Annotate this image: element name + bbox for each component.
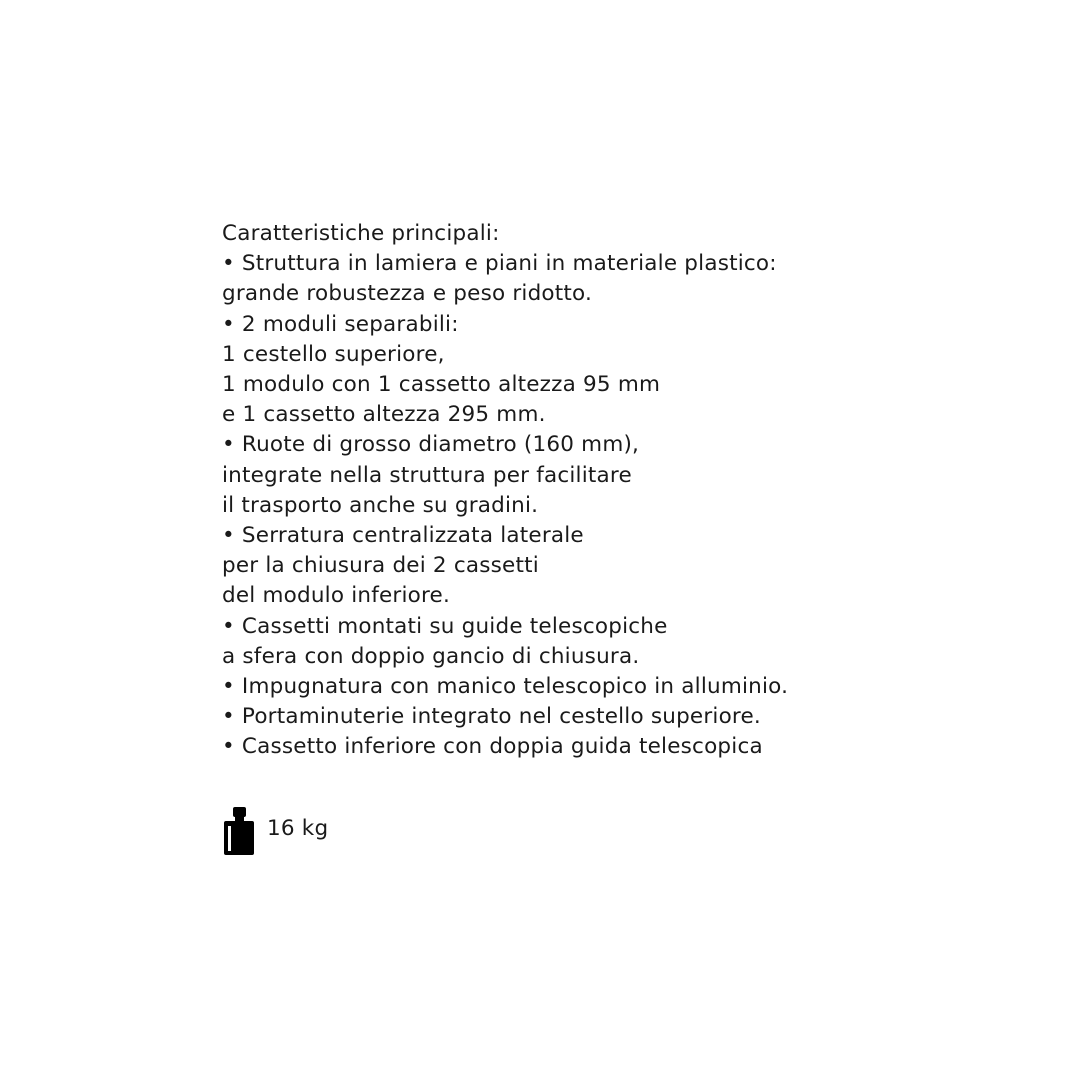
feature-line: • Cassetti montati su guide telescopiche (222, 613, 668, 639)
feature-line: 1 modulo con 1 cassetto altezza 95 mm (222, 372, 661, 398)
feature-line: integrate nella struttura per facilitare (222, 462, 632, 488)
feature-line: • Cassetto inferiore con doppia guida telescopica (222, 734, 763, 760)
feature-line: • 2 moduli separabili: (222, 311, 459, 337)
feature-line: • Impugnatura con manico telescopico in alluminio. (222, 674, 789, 700)
weight-info (222, 806, 328, 856)
feature-line: il trasporto anche su gradini. (222, 492, 539, 518)
feature-line: grande robustezza e peso ridotto. (222, 281, 593, 307)
feature-line: del modulo inferiore. (222, 583, 451, 609)
feature-line: • Portaminuterie integrato nel cestello superiore. (222, 704, 761, 730)
feature-line: per la chiusura dei 2 cassetti (222, 553, 539, 579)
feature-line: • Serratura centralizzata laterale (222, 523, 584, 549)
feature-line: a sfera con doppio gancio di chiusura. (222, 643, 640, 669)
features-list (222, 219, 1042, 763)
feature-line: • Ruote di grosso diametro (160 mm), (222, 432, 640, 458)
feature-line: • Struttura in lamiera e piani in materiale plastico: (222, 251, 777, 277)
feature-line: 1 cestello superiore, (222, 341, 445, 367)
feature-line: e 1 cassetto altezza 295 mm. (222, 402, 546, 428)
weight-value: 16 kg (267, 815, 329, 841)
weight-icon (222, 806, 256, 856)
features-heading: Caratteristiche principali: (222, 221, 500, 246)
